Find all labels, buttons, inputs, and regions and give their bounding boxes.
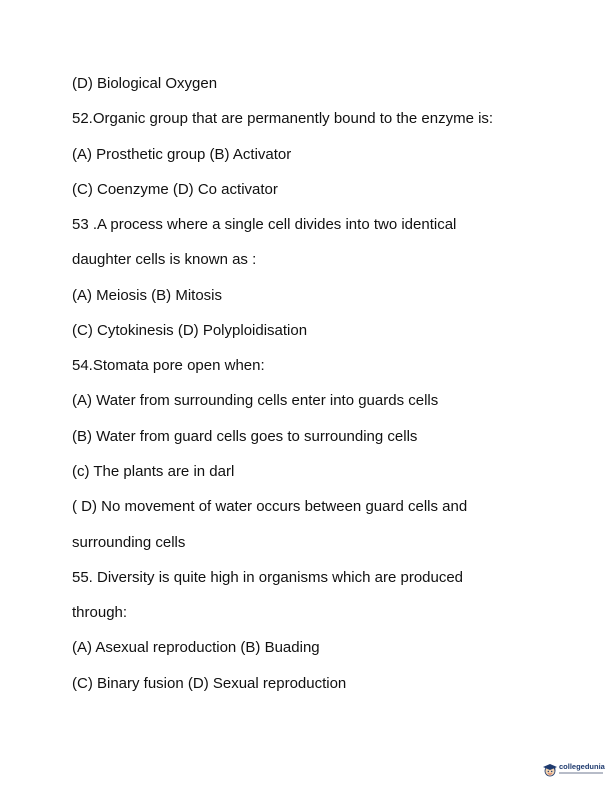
question-55-options-ab: (A) Asexual reproduction (B) Buading	[72, 639, 320, 656]
logo-wordmark: collegedunia	[559, 762, 605, 771]
question-52-options-cd: (C) Coenzyme (D) Co activator	[72, 181, 278, 198]
question-54-option-c: (c) The plants are in darl	[72, 463, 235, 480]
question-55-line-1: 55. Diversity is quite high in organisms which are produced	[72, 569, 464, 586]
question-53-options-ab: (A) Meiosis (B) Mitosis	[72, 287, 223, 304]
question-54-option-b: (B) Water from guard cells goes to surrounding cells	[72, 428, 418, 445]
question-55-options-cd: (C) Binary fusion (D) Sexual reproduction	[72, 675, 347, 692]
question-53-line-1: 53 .A process where a single cell divides into two identical	[72, 216, 457, 233]
question-52-options-ab: (A) Prosthetic group (B) Activator	[72, 146, 292, 163]
question-54-option-d-line-1: ( D) No movement of water occurs between guard cells and	[72, 498, 468, 515]
graduate-mascot-icon	[542, 762, 558, 778]
question-53-options-cd: (C) Cytokinesis (D) Polyploidisation	[72, 322, 308, 339]
question-53-line-2: daughter cells is known as :	[72, 251, 257, 268]
collegedunia-logo	[542, 760, 608, 782]
question-54: 54.Stomata pore open when:	[72, 357, 265, 374]
question-52: 52.Organic group that are permanently bound to the enzyme is:	[72, 110, 494, 127]
question-55-line-2: through:	[72, 604, 128, 621]
line-d-biological-oxygen: (D) Biological Oxygen	[72, 75, 218, 92]
question-54-option-a: (A) Water from surrounding cells enter into guards cells	[72, 392, 439, 409]
logo-tagline-bar	[559, 772, 603, 774]
question-54-option-d-line-2: surrounding cells	[72, 534, 186, 551]
